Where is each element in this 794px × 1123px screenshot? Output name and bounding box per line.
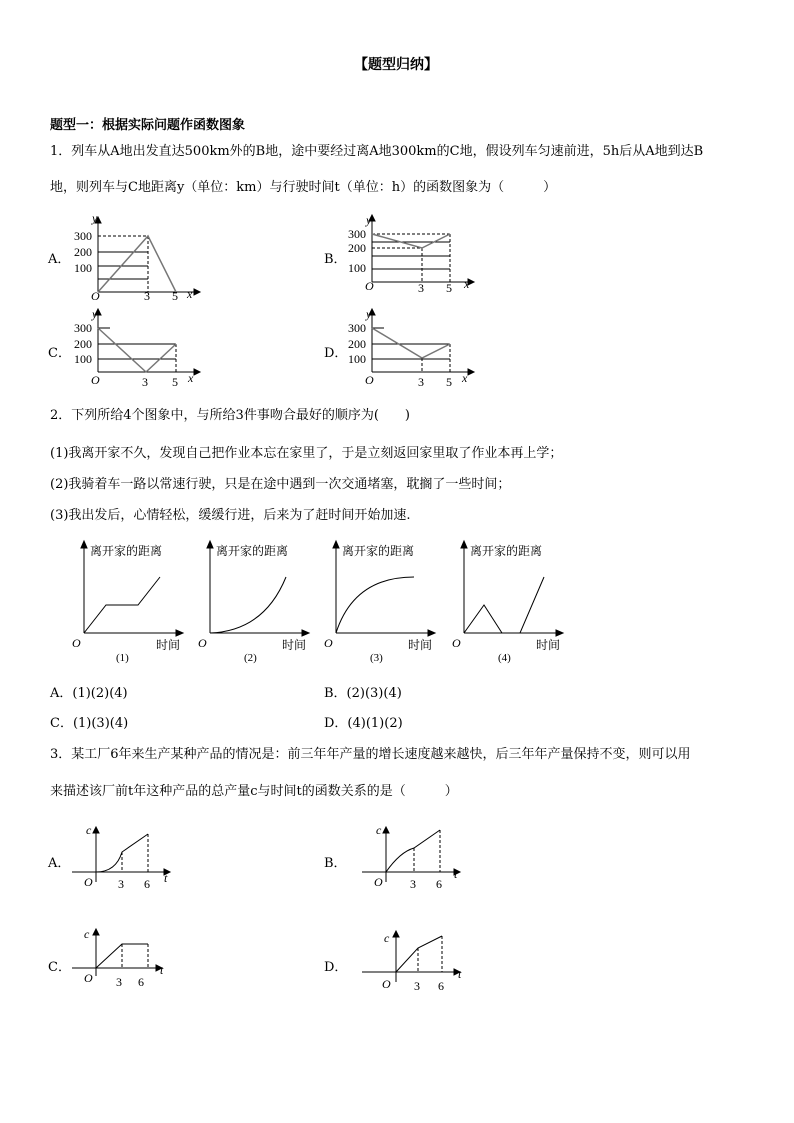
xtick-5: 5: [446, 281, 452, 295]
xtick-5: 5: [446, 375, 452, 389]
xtick-3: 3: [418, 375, 424, 389]
graph1-xlabel: 时间: [156, 638, 181, 652]
t-axis-label: t: [458, 967, 462, 981]
ytick-300: 300: [74, 321, 92, 335]
origin-label: O: [84, 971, 93, 985]
ytick-100: 100: [348, 352, 366, 366]
y-axis-label: y: [366, 307, 372, 321]
xtick-5: 5: [172, 289, 178, 302]
q1-stem-line2: 地，则列车与C地距离y（单位：km）与行驶时间t（单位：h）的函数图象为（ ）: [50, 180, 557, 195]
y-axis-label: y: [92, 211, 98, 225]
q3-graph-d: [356, 926, 476, 998]
q3-option-d-label[interactable]: D．: [324, 960, 348, 975]
c-axis-label: c: [84, 927, 90, 941]
q1-option-a-label[interactable]: A．: [48, 252, 71, 267]
origin-label: O: [365, 279, 374, 293]
ytick-300: 300: [348, 321, 366, 335]
q1-stem-line1: 1．列车从A地出发直达500km外的B地，途中要经过离A地300km的C地，假设列车匀速前进，5h后从A地到达B: [50, 144, 704, 159]
origin-label: O: [91, 373, 100, 387]
xtick-3: 3: [410, 877, 416, 891]
t-axis-label: t: [160, 963, 164, 977]
q3-graph-b: [356, 822, 476, 894]
q3-stem-line1: 3．某工厂6年来生产某种产品的情况是：前三年年产量的增长速度越来越快，后三年年产量保持不变，则可以用: [50, 747, 691, 762]
t-axis-label: t: [164, 871, 168, 885]
graph3-xlabel: 时间: [408, 638, 433, 652]
graph1-ylabel: 离开家的距离: [90, 544, 163, 558]
q2-item-3: (3)我出发后，心情轻松，缓缓行进，后来为了赶时间开始加速.: [50, 508, 411, 523]
q1-graph-c: [66, 304, 206, 392]
q3-stem-line2: 来描述该厂前t年这种产品的总产量c与时间t的函数关系的是（ ）: [50, 784, 458, 799]
graph3-ylabel: 离开家的距离: [342, 544, 415, 558]
graph4-xlabel: 时间: [536, 638, 561, 652]
ytick-200: 200: [348, 241, 366, 255]
xtick-5: 5: [172, 375, 178, 389]
ytick-200: 200: [74, 337, 92, 351]
ytick-300: 300: [348, 227, 366, 241]
graph2-origin: O: [198, 636, 207, 650]
q2-option-d[interactable]: D．(4)(1)(2): [324, 716, 403, 731]
xtick-6: 6: [436, 877, 442, 891]
xtick-6: 6: [144, 877, 150, 891]
q3-option-c-label[interactable]: C．: [48, 960, 71, 975]
graph4-ylabel: 离开家的距离: [470, 544, 543, 558]
ytick-100: 100: [74, 261, 92, 275]
q2-graphs: [58, 535, 568, 667]
origin-label: O: [365, 373, 374, 387]
q2-option-c[interactable]: C．(1)(3)(4): [50, 716, 129, 731]
q3-graph-a: [66, 822, 186, 894]
graph2-xlabel: 时间: [282, 638, 307, 652]
xtick-6: 6: [438, 979, 444, 993]
graph4-name: (4): [498, 652, 511, 664]
ytick-200: 200: [74, 245, 92, 259]
q1-graph-b: [340, 210, 480, 302]
ytick-100: 100: [74, 352, 92, 366]
y-axis-label: y: [92, 307, 98, 321]
x-axis-label: x: [188, 371, 194, 385]
x-axis-label: x: [187, 287, 193, 301]
graph3-name: (3): [370, 652, 383, 664]
xtick-3: 3: [142, 375, 148, 389]
page-title: 【题型归纳】: [354, 57, 438, 73]
x-axis-label: x: [462, 371, 468, 385]
c-axis-label: c: [384, 931, 390, 945]
graph1-origin: O: [72, 636, 81, 650]
q3-option-a-label[interactable]: A．: [48, 856, 71, 871]
origin-label: O: [382, 977, 391, 991]
section-heading: 题型一：根据实际问题作函数图象: [50, 118, 246, 133]
q3-option-b-label[interactable]: B．: [324, 856, 347, 871]
ytick-200: 200: [348, 337, 366, 351]
q2-option-b[interactable]: B．(2)(3)(4): [324, 686, 402, 701]
q2-stem: 2．下列所给4个图象中，与所给3件事吻合最好的顺序为( ): [50, 408, 410, 423]
graph2-name: (2): [244, 652, 257, 664]
t-axis-label: t: [454, 867, 458, 881]
q2-item-2: (2)我骑着车一路以常速行驶，只是在途中遇到一次交通堵塞，耽搁了一些时间；: [50, 477, 511, 492]
graph2-ylabel: 离开家的距离: [216, 544, 289, 558]
y-axis-label: y: [366, 213, 372, 227]
graph4-origin: O: [452, 636, 461, 650]
q1-graph-a: [66, 210, 206, 302]
q1-graph-d: [340, 304, 480, 392]
xtick-6: 6: [138, 975, 144, 989]
q1-option-c-label[interactable]: C．: [48, 346, 71, 361]
origin-label: O: [91, 289, 100, 302]
xtick-3: 3: [116, 975, 122, 989]
xtick-3: 3: [418, 281, 424, 295]
x-axis-label: x: [464, 277, 470, 291]
xtick-3: 3: [144, 289, 150, 302]
ytick-100: 100: [348, 261, 366, 275]
ytick-300: 300: [74, 229, 92, 243]
c-axis-label: c: [86, 823, 92, 837]
c-axis-label: c: [376, 823, 382, 837]
q2-option-a[interactable]: A．(1)(2)(4): [50, 686, 128, 701]
xtick-3: 3: [118, 877, 124, 891]
q3-graph-c: [66, 926, 186, 998]
graph3-origin: O: [324, 636, 333, 650]
xtick-3: 3: [414, 979, 420, 993]
origin-label: O: [84, 875, 93, 889]
graph1-name: (1): [116, 652, 129, 664]
q1-option-b-label[interactable]: B．: [324, 252, 347, 267]
q1-option-d-label[interactable]: D．: [324, 346, 348, 361]
q2-item-1: (1)我离开家不久，发现自己把作业本忘在家里了，于是立刻返回家里取了作业本再上学；: [50, 446, 563, 461]
origin-label: O: [374, 875, 383, 889]
